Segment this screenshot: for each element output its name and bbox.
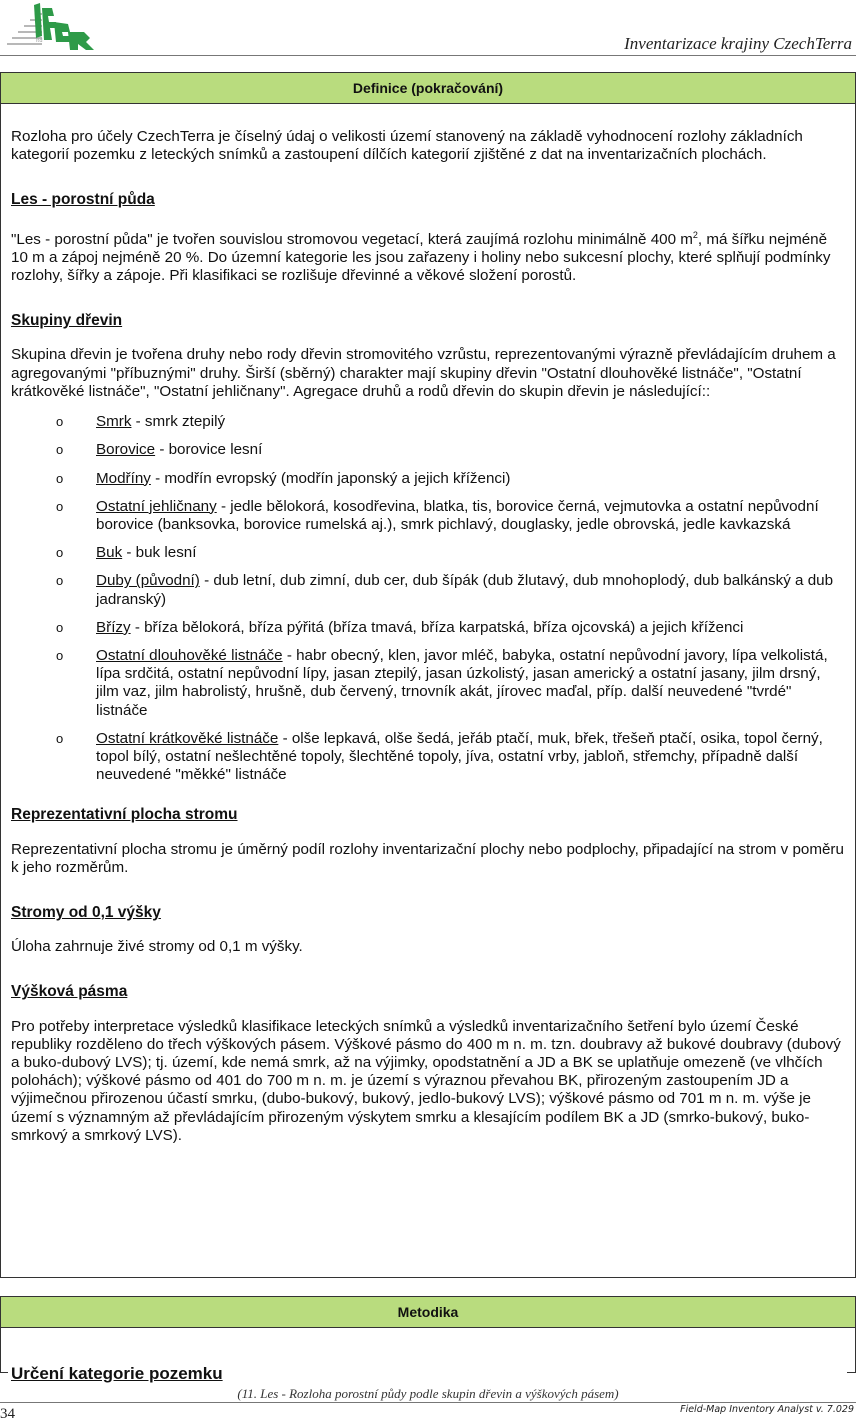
section-heading-reprezentativni-plocha: Reprezentativní plocha stromu (11, 806, 238, 824)
group-desc: - olše lepkavá, olše šedá, jeřáb ptačí, muk, břek, třešeň ptačí, osika, topol černý, topol bílý, ostatní nešlechtěné topoly, šlechtěné topoly, jíva, ostatní vrby, jabloň, střemchy, případně další neuvedené "měkké" listnáče (96, 729, 823, 784)
page-number: 34 (0, 1406, 15, 1422)
section-text-vyskova-pasma: Pro potřeby interpretace výsledků klasifikace leteckých snímků a výsledků inventarizačního šetření bylo území České republiky rozděleno do třech výškových pásem. Výškové pásmo do 400 m n. m. tzn. doubravy až bukové doubravy (dubový a buko-dubový LVS); tj. území, kde nemá smrk, až na výjimky, opodstatnění a JD a BK se uplatňuje omezeně (ve vlhčích polohách); výškové pásmo od 401 do 700 m n. m. je území s výraznou převahou BK, přirozeným zastoupením JD a výjimečnou přirozenou účastí smrku, (dubo-bukový, bukový, jedlo-bukový LVS); výškové pásmo od 701 m n. m. výše je území s významným až převládajícím přirozeným výskytem smrku a klesajícím podílem BK a JD (smrko-bukový, buko-smrkový a smrkový LVS). (11, 1017, 841, 1144)
intro-paragraph: Rozloha pro účely CzechTerra je číselný údaj o velikosti území stanovený na základě vyhodnocení rozlohy základních kategorií pozemku z leteckých snímků a zastoupení dílčích kategorií zjištěné z dat na inventarizačních plochách. (11, 128, 803, 164)
list-item (11, 647, 845, 720)
definitions-box-heading: Definice (pokračování) (1, 73, 855, 104)
tree-group-list (11, 413, 845, 784)
bullet-icon: o (56, 545, 64, 561)
group-name: Ostatní dlouhověké listnáče (96, 646, 283, 664)
group-name: Duby (původní) (96, 572, 200, 590)
group-desc: - habr obecný, klen, javor mléč, babyka, ostatní nepůvodní javory, lípa velkolistá, lípa srdčitá, ostatní nepůvodní lípy, jasan ztepilý, jasan úzkolistý, jasan americký a ostatní jasany, jilm drsný, jilm vaz, jilm habrolistý, hrušně, dub červený, trnovník akát, jírovec maďal, příp. další neuvedené "tvrdé" listnáče (96, 646, 828, 719)
document-header-title: Inventarizace krajiny CzechTerra (624, 34, 852, 53)
definitions-box (0, 72, 856, 1278)
bullet-icon: o (56, 442, 64, 458)
group-name: Ostatní jehličnany (96, 497, 217, 515)
page-caption: (11. Les - Rozloha porostní půdy podle skupin dřevin a výškových pásem) (237, 1386, 619, 1401)
bullet-icon: o (56, 647, 64, 663)
text-segment: , má šířku nejméně 10 m a zápoj nejméně 20 %. Do územní kategorie les jsou zařazeny i holiny nebo sukcesní plochy, které splňují podmínky rozlohy, šířky a zápoje. Při klasifikaci se rozlišuje dřevinné a věkové složení porostů. (11, 230, 831, 285)
definitions-content (1, 128, 855, 1145)
box-corner-left (0, 1372, 8, 1373)
superscript: 2 (692, 229, 698, 240)
group-name: Ostatní krátkověké listnáče (96, 729, 279, 747)
ifer-logo (4, 2, 96, 52)
list-item (11, 441, 845, 459)
list-item (11, 619, 845, 637)
group-name: Buk (96, 544, 123, 562)
group-name: Smrk (96, 413, 132, 431)
section-text-les (11, 226, 845, 286)
svg-text:ltd: ltd (36, 38, 43, 44)
section-heading-stromy: Stromy od 0,1 výšky (11, 903, 161, 921)
group-desc: - modřín evropský (modřín japonský a jejich kříženci) (150, 469, 511, 487)
group-desc: - dub letní, dub zimní, dub cer, dub šípák (dub žlutavý, dub mnohoplodý, dub balkánský a dub jadranský) (96, 572, 834, 608)
group-name: Borovice (96, 441, 156, 459)
group-desc: - borovice lesní (155, 441, 263, 459)
bullet-icon: o (56, 470, 64, 486)
section-text-skupiny: Skupina dřevin je tvořena druhy nebo rody dřevin stromovitého vzrůstu, reprezentovanými výrazně převládajícím druhem a agregovanými "příbuznými" druhy. Širší (sběrný) charakter mají skupiny dřevin "Ostatní dlouhověké listnáče", "Ostatní krátkověké listnáče", "Ostatní jehličnany". Agregace druhů a rodů dřevin do skupin dřevin je následující:: (11, 346, 836, 400)
list-item (11, 544, 845, 562)
bullet-icon: o (56, 414, 64, 430)
list-item (11, 413, 845, 431)
bullet-icon: o (56, 619, 64, 635)
bullet-icon: o (56, 573, 64, 589)
section-heading-skupiny: Skupiny dřevin (11, 312, 123, 330)
header-divider (0, 55, 856, 56)
group-desc: - buk lesní (122, 544, 197, 562)
list-item (11, 572, 845, 608)
section-text-stromy: Úloha zahrnuje živé stromy od 0,1 m výšky. (11, 938, 303, 956)
group-desc: - bříza bělokorá, bříza pýřitá (bříza tmavá, bříza karpatská, bříza ojcovská) a jejich kříženci (130, 618, 744, 636)
text-segment: "Les - porostní půda" je tvořen souvislou stromovou vegetací, která zaujímá rozlohu minimálně 400 m (11, 230, 693, 248)
section-heading-vyskova-pasma: Výšková pásma (11, 983, 128, 1001)
methodology-box-heading: Metodika (1, 1297, 855, 1328)
footer-divider (0, 1402, 856, 1403)
bullet-icon: o (56, 730, 64, 746)
group-desc: - smrk ztepilý (131, 413, 226, 431)
methodology-box (0, 1296, 856, 1373)
group-name: Modříny (96, 469, 151, 487)
list-item (11, 470, 845, 488)
bullet-icon: o (56, 498, 64, 514)
section-heading-les: Les - porostní půda (11, 191, 155, 209)
section-text-reprezentativni-plocha: Reprezentativní plocha stromu je úměrný podíl rozlohy inventarizační plochy nebo podplochy, připadající na strom v poměru k jeho rozměrům. (11, 840, 844, 876)
app-version: Field-Map Inventory Analyst v. 7.029 (680, 1404, 854, 1415)
box-corner-right (847, 1372, 855, 1373)
group-desc: - jedle bělokorá, kosodřevina, blatka, tis, borovice černá, vejmutovka a ostatní nepůvodní borovice (banksovka, borovice rumelská aj.), smrk pichlavý, douglasky, jedle obrovská, jedle kavkazská (96, 497, 819, 533)
group-name: Břízy (96, 618, 131, 636)
list-item (11, 730, 845, 785)
methodology-subheading: Určení kategorie pozemku (11, 1364, 223, 1383)
list-item (11, 498, 845, 534)
